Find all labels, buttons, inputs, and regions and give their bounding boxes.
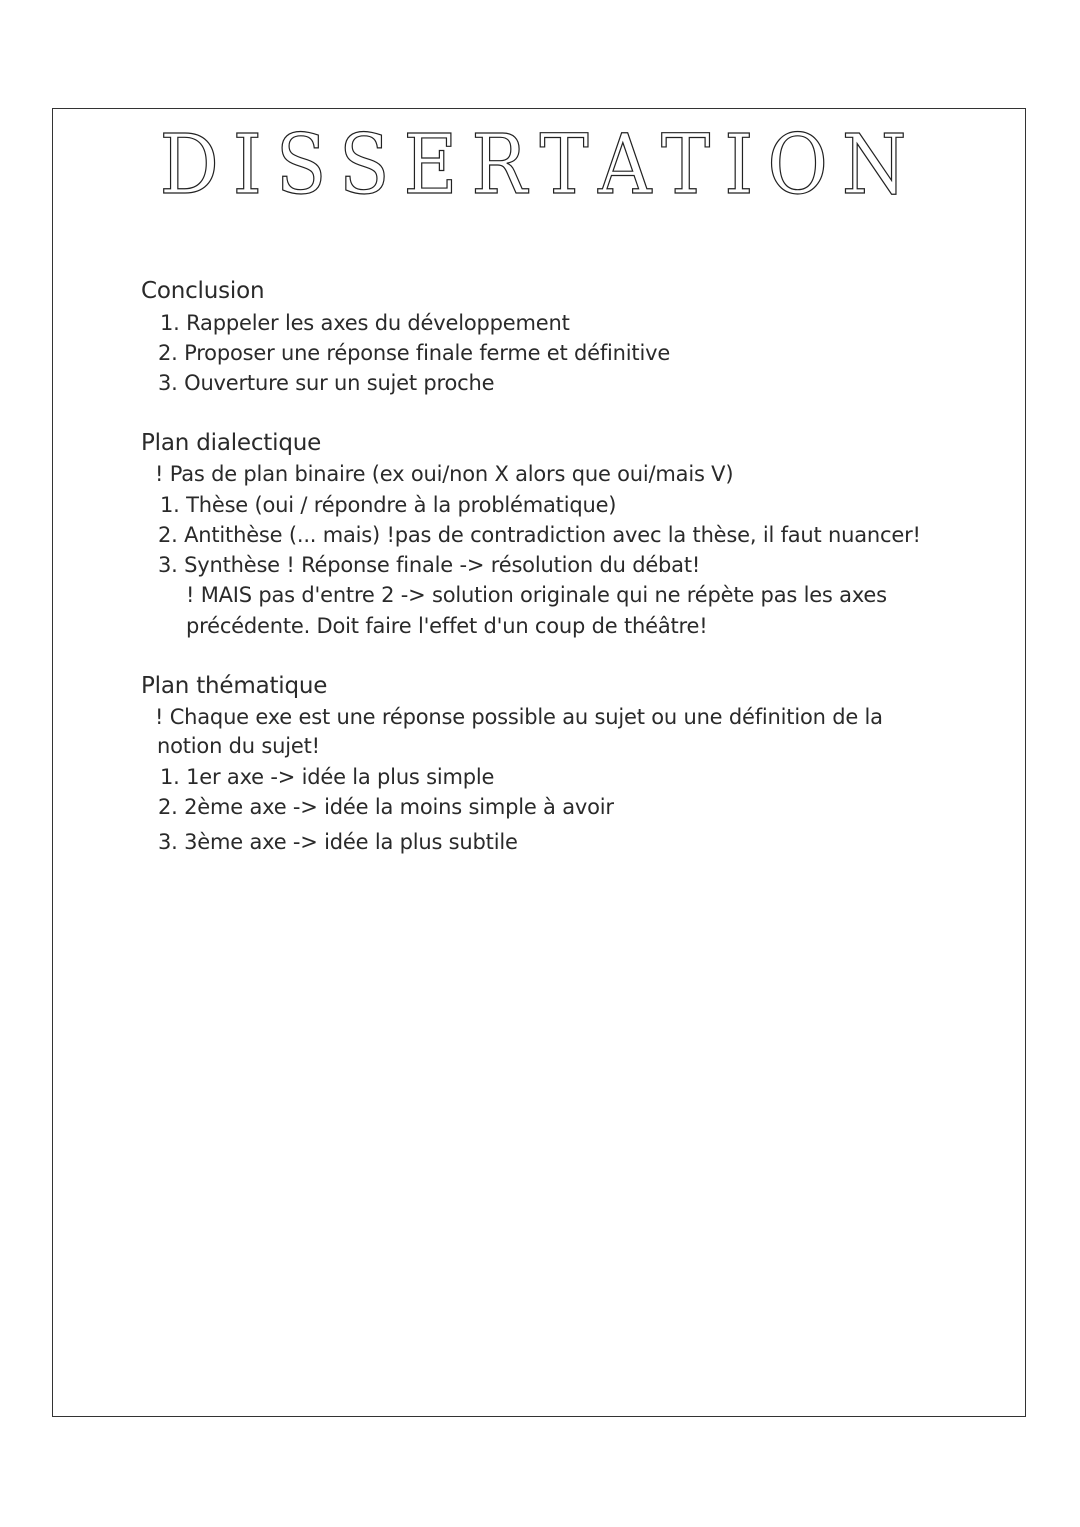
- section-heading-conclusion: Conclusion: [141, 278, 265, 304]
- list-item: 1. Rappeler les axes du développement: [160, 311, 570, 335]
- section-heading-thematique: Plan thématique: [141, 673, 328, 699]
- list-item: 1. Thèse (oui / répondre à la problématique): [160, 493, 617, 517]
- sub-note: ! MAIS pas d'entre 2 -> solution originale qui ne répète pas les axes: [186, 583, 887, 607]
- sub-note: précédente. Doit faire l'effet d'un coup de théâtre!: [186, 614, 708, 638]
- list-item: 2. Antithèse (... mais) !pas de contradiction avec la thèse, il faut nuancer!: [158, 523, 921, 547]
- section-heading-dialectique: Plan dialectique: [141, 430, 322, 456]
- note: ! Chaque exe est une réponse possible au sujet ou une définition de la: [155, 705, 883, 729]
- list-item: 3. 3ème axe -> idée la plus subtile: [158, 830, 518, 854]
- list-item: 3. Synthèse ! Réponse finale -> résolution du débat!: [158, 553, 701, 577]
- list-item: 1. 1er axe -> idée la plus simple: [160, 765, 495, 789]
- page-title: [0, 118, 1080, 213]
- list-item: 2. 2ème axe -> idée la moins simple à avoir: [158, 795, 614, 819]
- list-item: 3. Ouverture sur un sujet proche: [158, 371, 495, 395]
- note: ! Pas de plan binaire (ex oui/non X alors que oui/mais V): [155, 462, 734, 486]
- list-item: 2. Proposer une réponse finale ferme et définitive: [158, 341, 671, 365]
- note: notion du sujet!: [157, 734, 320, 758]
- page-title-text: DISSERTATION: [159, 118, 921, 213]
